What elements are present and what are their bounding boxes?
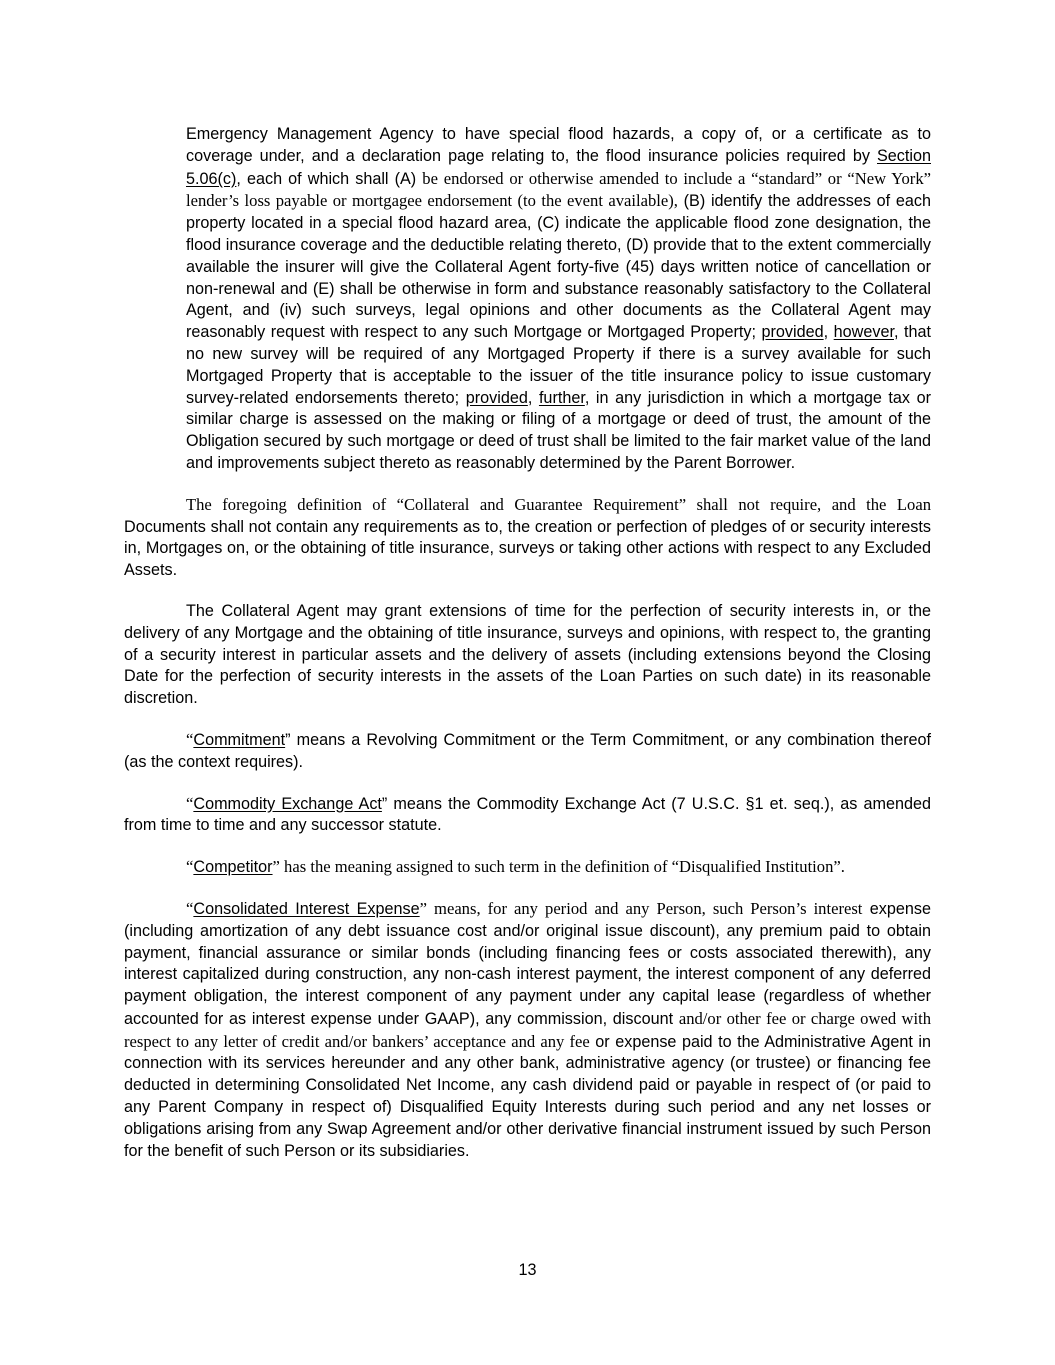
section-reference-link: Section 5.06(c) [186,146,931,188]
text-span: “ [186,729,194,749]
text-span: ” means a Revolving Commitment or the Term Commitment, or any combination thereof (as the context requires). [124,730,931,771]
extensions-paragraph [124,601,931,710]
text-span: , [527,388,539,407]
defined-term: Consolidated Interest Expense [193,899,420,918]
commitment-definition [124,729,931,774]
text-span: (B) identify the addresses of each property located in a special flood hazard area, (C) indicate the applicable flood zone designation, the flood insurance coverage and the deductible relating thereto, (D) provide that to the extent commercially available the insurer will give the Collateral Agent forty-five (45) days written notice of cancellation or non-renewal and (E) shall be otherwise in form and substance reasonably satisfactory to the Collateral Agent, and (iv) such surveys, legal opinions and other documents as the Collateral Agent may reasonably request with respect to any such Mortgage or Mortgaged Property; [186,192,931,342]
text-span: or expense paid to the Administrative Agent in connection with its services hereunder and any other bank, administrative agency (or trustee) or financing fee deducted in determining Consolidated Net Income, any cash dividend paid or payable in respect of (or paid to any Parent Company in respect of) Disqualified Equity Interests during such period and any net losses or obligations arising from any Swap Agreement and/or other derivative financial instrument issued by such Person for the benefit of such Person or its subsidiaries. [124,1032,931,1160]
provided-term: provided [761,323,824,342]
however-term: however [833,323,894,342]
foregoing-definition-paragraph [124,494,931,582]
page-number: 13 [518,1261,537,1279]
text-span: The foregoing definition of “Collateral and Guarantee Requirement” shall not require, and the Loan [186,494,931,514]
text-span: be endorsed or otherwise amended to include a “standard” or “New York” lender’s loss payable or mortgagee endorsement (to the event available), [186,168,931,211]
text-span: , that no new survey will be required of any Mortgaged Property if there is a survey available for such Mortgaged Property that is acceptable to the issuer of the title insurance policy to issue customary survey-related endorsements thereto; [186,323,931,407]
collateral-requirement-continuation [186,124,931,475]
document-page [124,124,931,1162]
consolidated-interest-expense-definition [124,898,931,1163]
text-span: , in any jurisdiction in which a mortgage tax or similar charge is assessed on the making or filing of a mortgage or deed of trust, the amount of the Obligation secured by such mortgage or deed of trust shall be limited to the fair market value of the land and improvements subject thereto as reasonably determined by the Parent Borrower. [186,388,931,472]
text-span: , [823,323,834,342]
text-span: ” means, for any period and any Person, such Person’s interest [419,898,863,918]
defined-term: Commitment [193,730,286,749]
competitor-definition [124,856,931,879]
text-span: ” means the Commodity Exchange Act (7 U.S.C. §1 et. seq.), as amended from time to time and any successor statute. [124,794,931,835]
text-span: “ [186,793,194,813]
text-span: “ [186,857,194,877]
text-span: , each of which shall (A) [236,169,423,188]
provided-term: provided [465,388,528,407]
text-span: “ [186,898,194,918]
text-span: The Collateral Agent may grant extensions of time for the perfection of security interests in, or the delivery of any Mortgage and the obtaining of title insurance, surveys and opinions, with respect to, the granting of a security interest in particular assets and the delivery of assets (including extensions beyond the Closing Date for the perfection of security interests in the assets of the Loan Parties on such date) in its reasonable discretion. [124,601,931,708]
commodity-exchange-act-definition [124,793,931,838]
text-span: and/or other fee or charge owed with respect to any letter of credit and/or bankers’ acceptance and any fee [124,1008,931,1051]
further-term: further [538,388,585,407]
text-span: Emergency Management Agency to have special flood hazards, a copy of, or a certificate as to coverage under, and a declaration page relating to, the flood insurance policies required by [186,125,931,165]
text-span: expense (including amortization of any debt issuance cost and/or original issue discount), any premium paid to obtain payment, financial assurance or similar bonds (including financing fees or costs associated therewith), any interest capitalized during construction, any non-cash interest payment, the interest component of any deferred payment obligation, the interest component of any payment under any capital lease (regardless of whether accounted for as interest expense under GAAP), any commission, discount [124,899,931,1028]
text-span: ” has the meaning assigned to such term in the definition of “Disqualified Institution”. [272,857,845,877]
defined-term: Competitor [193,858,273,877]
text-span: Documents shall not contain any requirements as to, the creation or perfection of pledges of or security interests in, Mortgages on, or the obtaining of title insurance, surveys or taking other actions with respect to any Excluded Assets. [124,517,931,580]
defined-term: Commodity Exchange Act [193,794,382,813]
